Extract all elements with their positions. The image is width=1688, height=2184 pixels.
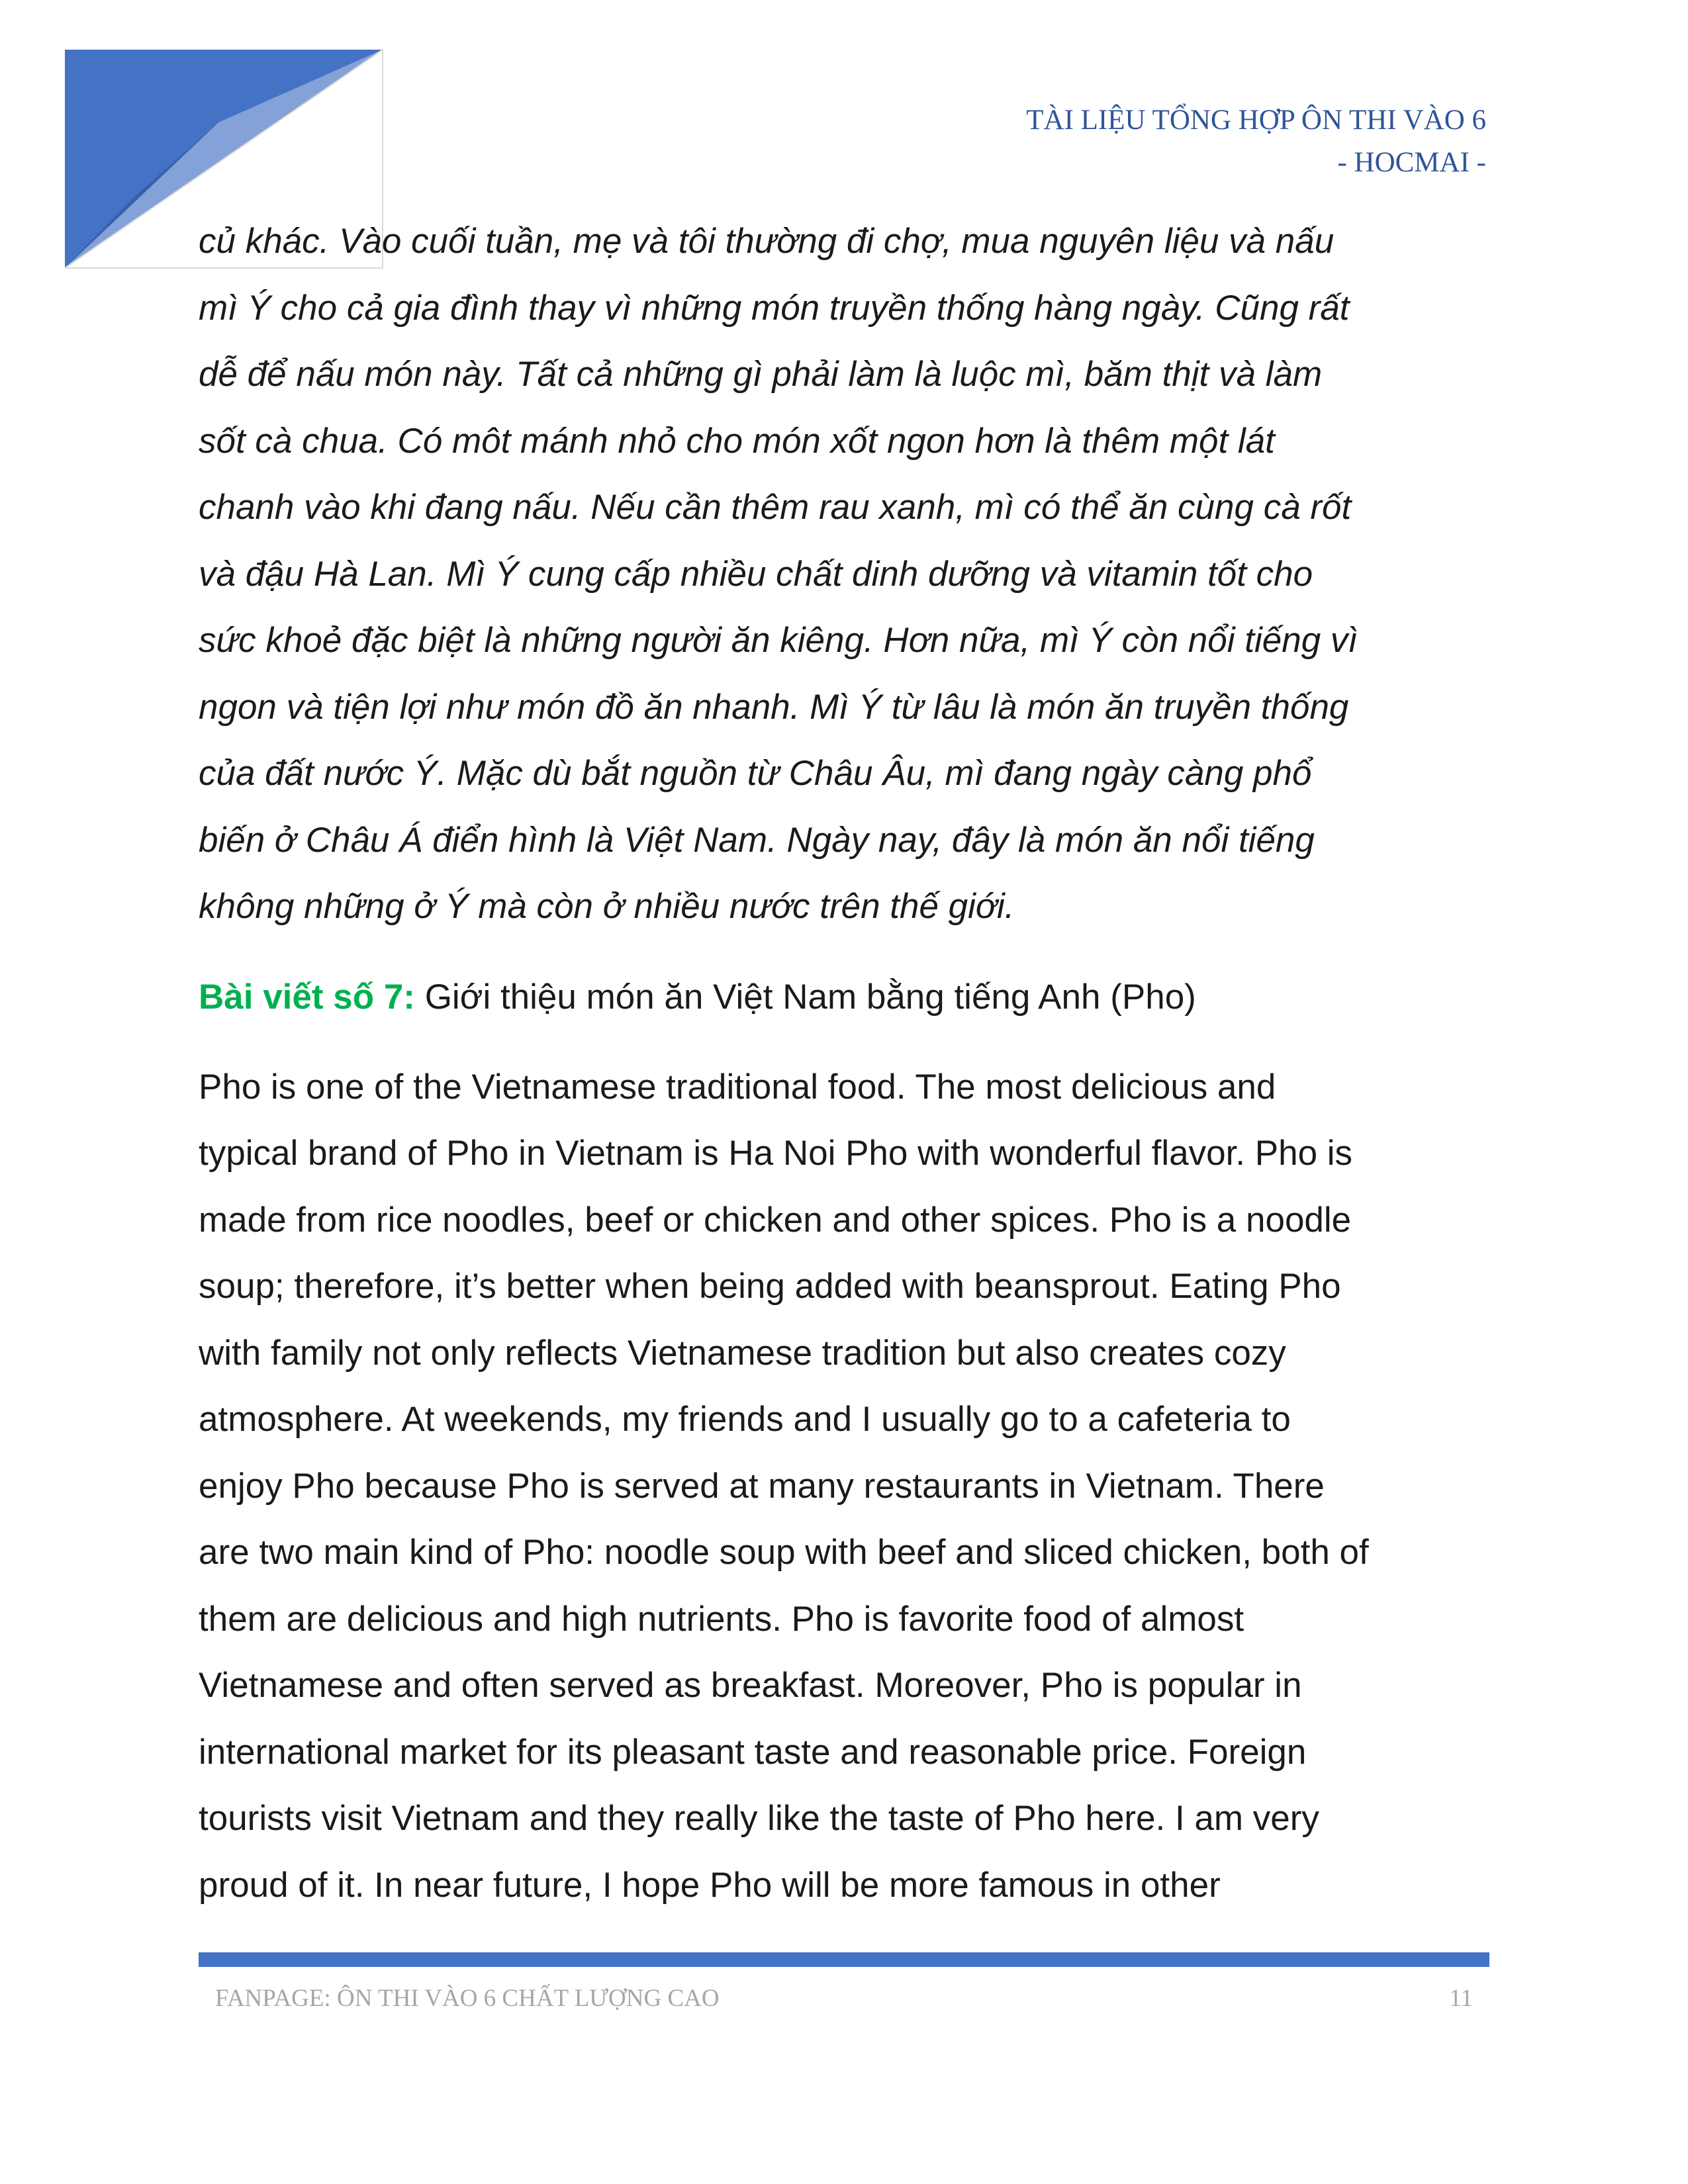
text-line: và đậu Hà Lan. Mì Ý cung cấp nhiều chất dinh dưỡng và vitamin tốt cho [199,554,1313,594]
text-line: ngon và tiện lợi như món đồ ăn nhanh. Mì Ý từ lâu là món ăn truyền thống [199,687,1349,727]
text-line: international market for its pleasant taste and reasonable price. Foreign [199,1732,1307,1772]
text-line: are two main kind of Pho: noodle soup with beef and sliced chicken, both of [199,1533,1369,1572]
text-line: dễ để nấu món này. Tất cả những gì phải làm là luộc mì, băm thịt và làm [199,355,1323,394]
header-title: TÀI LIỆU TỔNG HỢP ÔN THI VÀO 6 [1026,105,1486,136]
text-line: không những ở Ý mà còn ở nhiều nước trên thế giới. [199,887,1015,926]
text-line: made from rice noodles, beef or chicken and other spices. Pho is a noodle [199,1200,1352,1240]
text-line: biến ở Châu Á điển hình là Việt Nam. Ngày nay, đây là món ăn nổi tiếng [199,820,1315,860]
text-line: soup; therefore, it’s better when being added with beansprout. Eating Pho [199,1267,1341,1306]
text-line: typical brand of Pho in Vietnam is Ha Noi Pho with wonderful flavor. Pho is [199,1134,1353,1173]
text-line: sốt cà chua. Có môt mánh nhỏ cho món xốt ngon hơn là thêm một lát [199,421,1275,461]
text-line: them are delicious and high nutrients. Pho is favorite food of almost [199,1599,1244,1639]
text-line: Vietnamese and often served as breakfast. Moreover, Pho is popular in [199,1666,1302,1705]
page-number: 11 [1449,1985,1473,2012]
footer-fanpage: FANPAGE: ÔN THI VÀO 6 CHẤT LƯỢNG CAO [215,1985,720,2012]
footer-divider [199,1952,1489,1967]
text-line: chanh vào khi đang nấu. Nếu cần thêm rau xanh, mì có thể ăn cùng cà rốt [199,488,1352,527]
text-line: Pho is one of the Vietnamese traditional food. The most delicious and [199,1067,1276,1107]
text-line: enjoy Pho because Pho is served at many restaurants in Vietnam. There [199,1466,1325,1506]
page-header [1026,99,1486,184]
section-heading [199,964,1496,1030]
vietnamese-paragraph [199,208,1496,940]
text-line: củ khác. Vào cuối tuần, mẹ và tôi thường đi chợ, mua nguyên liệu và nấu [199,222,1335,261]
page-footer [215,1984,1473,2013]
heading-text: Giới thiệu món ăn Việt Nam bằng tiếng Anh (Pho) [414,977,1196,1017]
text-line: tourists visit Vietnam and they really like the taste of Pho here. I am very [199,1799,1319,1838]
header-subtitle: - HOCMAI - [1337,147,1486,178]
text-line: atmosphere. At weekends, my friends and I usually go to a cafeteria to [199,1400,1291,1439]
text-line: của đất nước Ý. Mặc dù bắt nguồn từ Châu Âu, mì đang ngày càng phổ [199,754,1312,793]
text-line: mì Ý cho cả gia đình thay vì những món truyền thống hàng ngày. Cũng rất [199,288,1350,328]
text-line: sức khoẻ đặc biệt là những người ăn kiêng. Hơn nữa, mì Ý còn nổi tiếng vì [199,621,1358,660]
text-line: proud of it. In near future, I hope Pho will be more famous in other [199,1865,1221,1905]
text-line: with family not only reflects Vietnamese tradition but also creates cozy [199,1333,1286,1373]
english-paragraph [199,1054,1496,1919]
heading-label: Bài viết số 7: [199,977,415,1017]
document-body [199,208,1496,1919]
